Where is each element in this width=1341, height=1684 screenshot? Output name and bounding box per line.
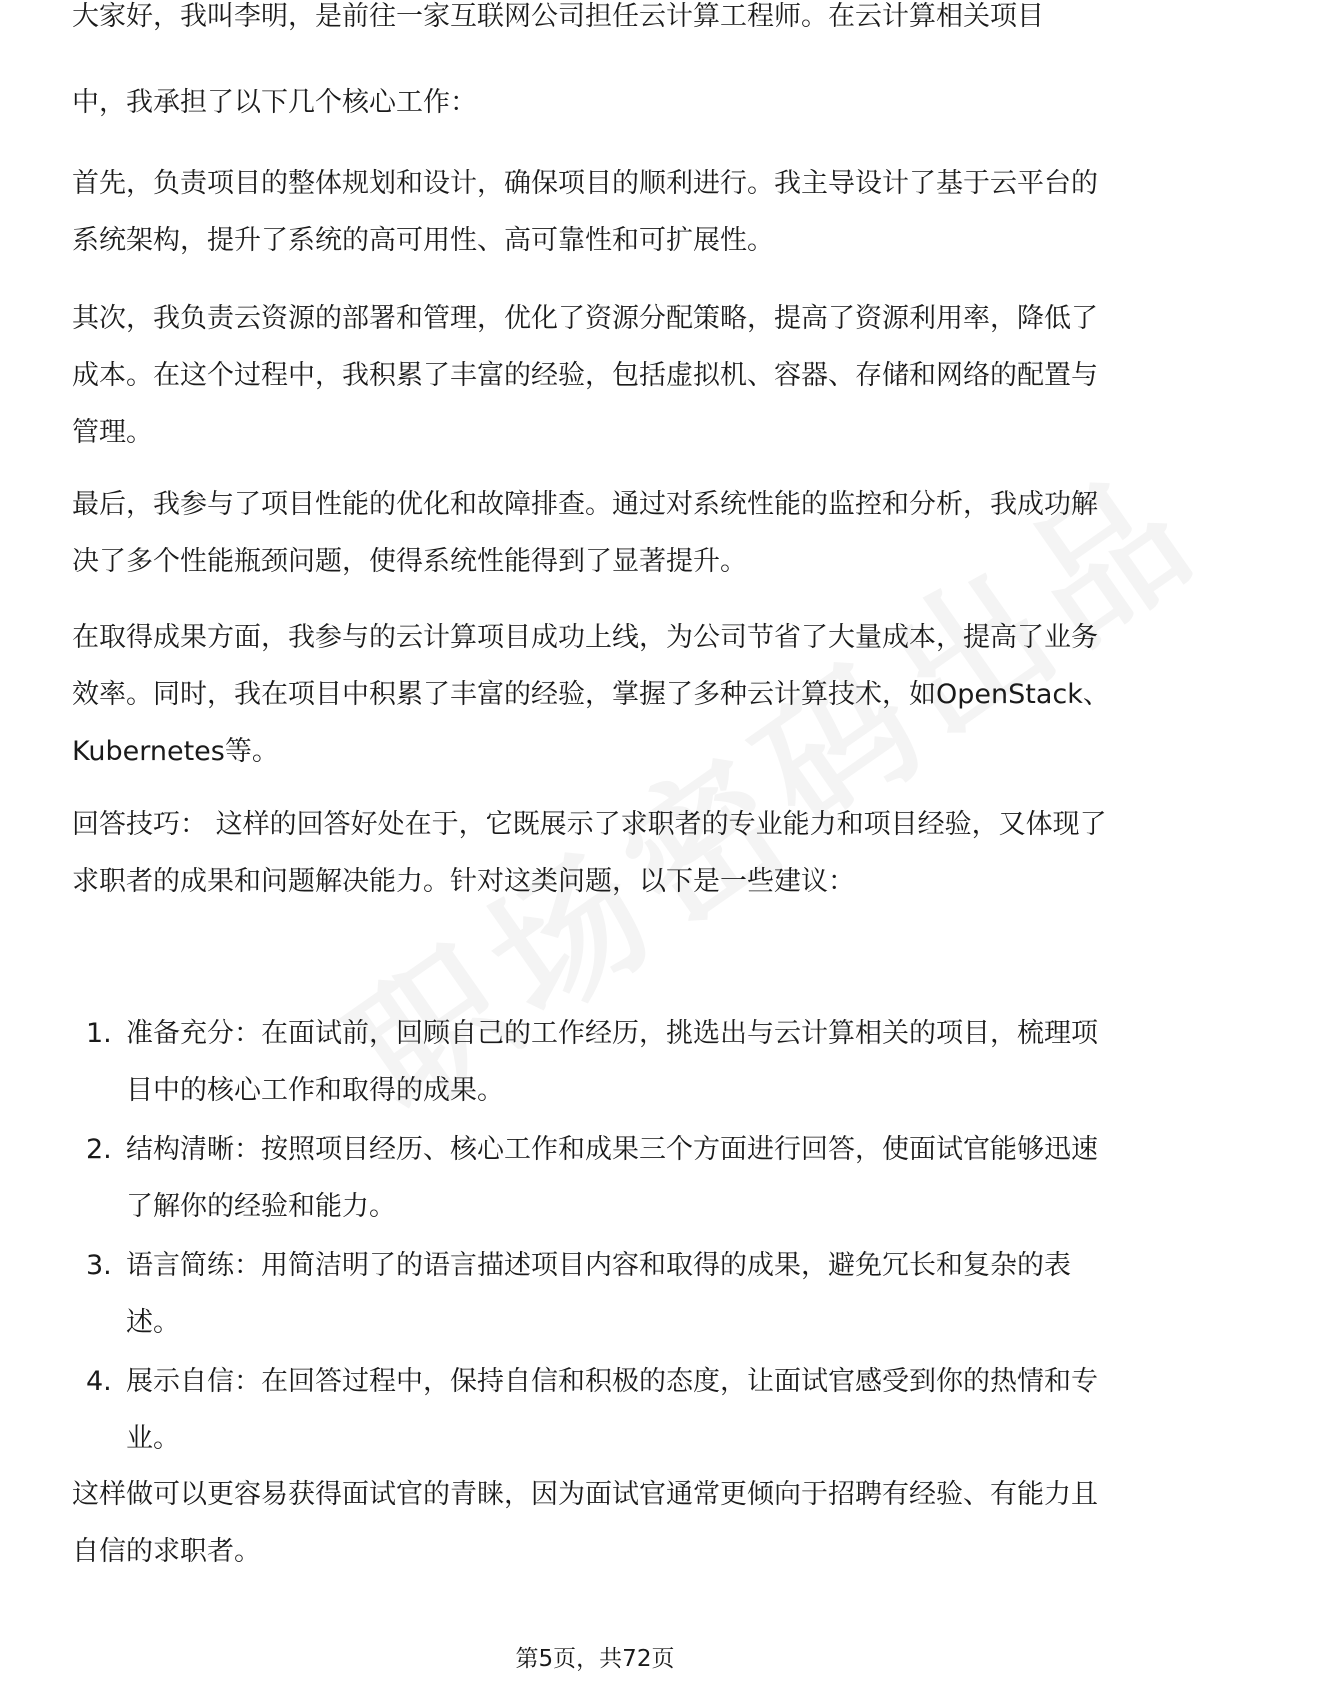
list-item [72,1005,1122,1119]
list-item-number: 1. [86,1018,112,1049]
paragraph-answer-tips: 回答技巧： 这样的回答好处在于，它既展示了求职者的专业能力和项目经验，又体现了求职者的成果和问题解决能力。针对这类问题，以下是一些建议： [72,809,1107,897]
paragraph-closing: 这样做可以更容易获得面试官的青睐，因为面试官通常更倾向于招聘有经验、有能力且自信的求职者。 [72,1479,1098,1567]
list-item [72,1353,1122,1467]
page-number: 第5页，共72页 [515,1646,675,1672]
tips-list [72,1005,1122,1469]
paragraph-last: 最后，我参与了项目性能的优化和故障排查。通过对系统性能的监控和分析，我成功解决了多个性能瓶颈问题，使得系统性能得到了显著提升。 [72,489,1098,577]
paragraph-intro: 中，我承担了以下几个核心工作： [72,87,477,118]
list-item-text: 结构清晰：按照项目经历、核心工作和成果三个方面进行回答，使面试官能够迅速了解你的经验和能力。 [126,1134,1098,1222]
list-item [72,1121,1122,1235]
cut-off-top-line-text: 大家好，我叫李明，是前往一家互联网公司担任云计算工程师。在云计算相关项目 [72,1,1044,32]
paragraph-second: 其次，我负责云资源的部署和管理，优化了资源分配策略，提高了资源利用率，降低了成本。在这个过程中，我积累了丰富的经验，包括虚拟机、容器、存储和网络的配置与管理。 [72,303,1098,448]
cut-off-top-line [72,1,1122,58]
paragraph-results: 在取得成果方面，我参与的云计算项目成功上线，为公司节省了大量成本，提高了业务效率。同时，我在项目中积累了丰富的经验，掌握了多种云计算技术，如OpenStack、Kubernetes等。 [72,622,1110,767]
list-item-number: 3. [86,1250,112,1281]
list-item-number: 4. [86,1366,112,1397]
list-item-text: 语言简练：用简洁明了的语言描述项目内容和取得的成果，避免冗长和复杂的表述。 [126,1250,1071,1338]
list-item [72,1237,1122,1351]
list-item-text: 准备充分：在面试前，回顾自己的工作经历，挑选出与云计算相关的项目，梳理项目中的核心工作和取得的成果。 [126,1018,1098,1106]
list-item-number: 2. [86,1134,112,1165]
paragraph-first: 首先，负责项目的整体规划和设计，确保项目的顺利进行。我主导设计了基于云平台的系统架构，提升了系统的高可用性、高可靠性和可扩展性。 [72,168,1098,256]
list-item-text: 展示自信：在回答过程中，保持自信和积极的态度，让面试官感受到你的热情和专业。 [126,1366,1098,1454]
